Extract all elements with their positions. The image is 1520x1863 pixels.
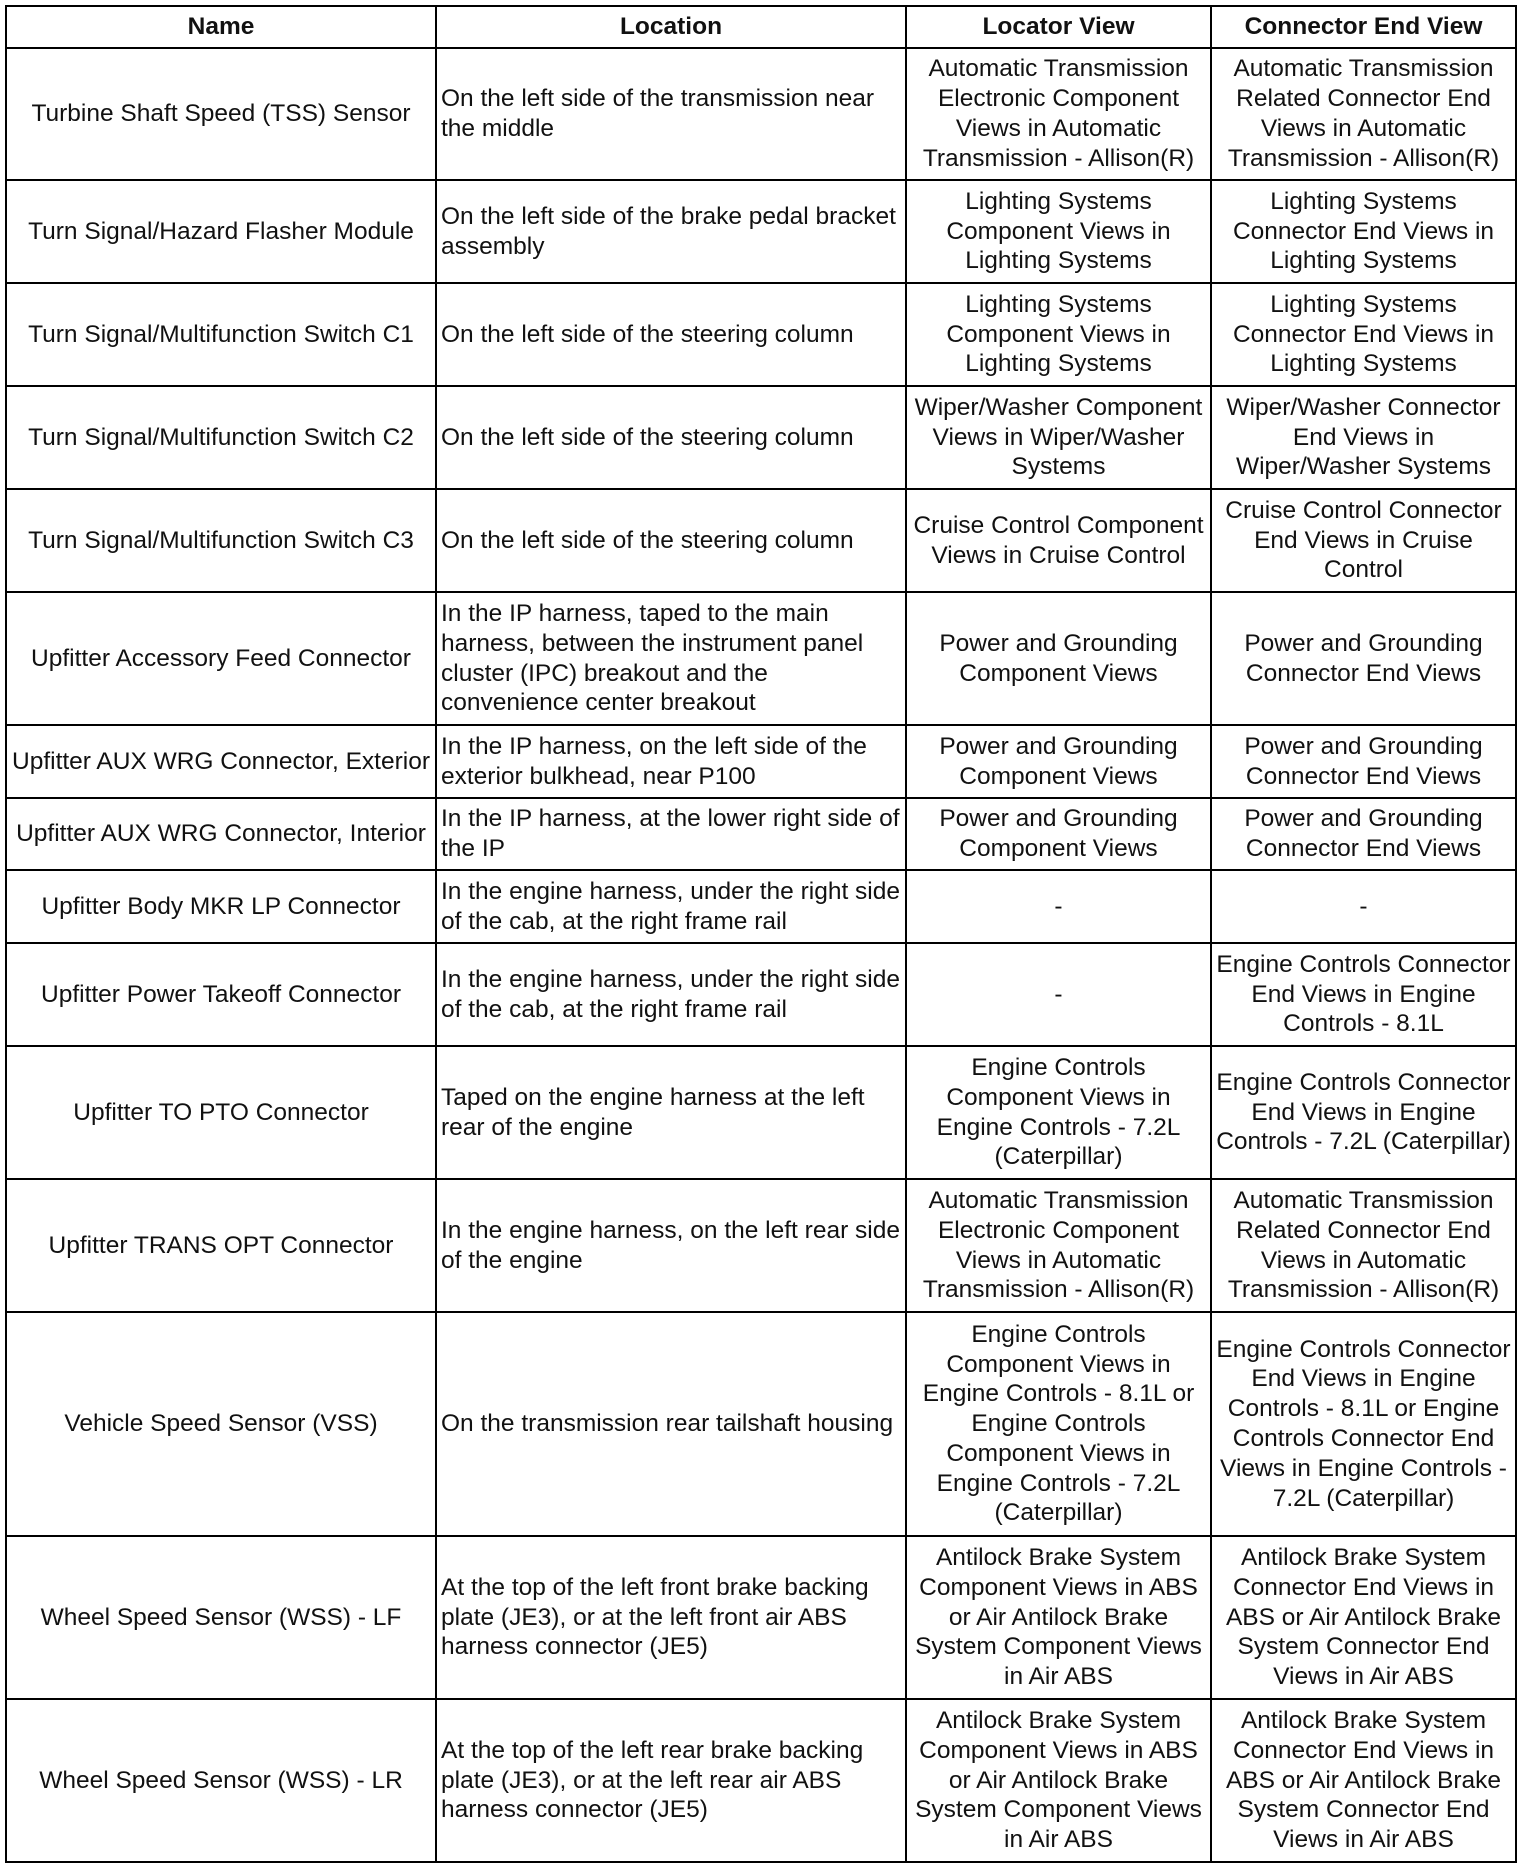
- cell-connector-end-view: Wiper/Washer Connector End Views in Wiper/Washer Systems: [1211, 386, 1516, 489]
- cell-location: On the transmission rear tailshaft housing: [436, 1312, 906, 1536]
- cell-locator-view: Lighting Systems Component Views in Lighting Systems: [906, 180, 1211, 283]
- cell-name: Wheel Speed Sensor (WSS) - LF: [6, 1536, 436, 1699]
- table-row: [6, 1536, 1516, 1699]
- cell-name: Turn Signal/Multifunction Switch C1: [6, 283, 436, 386]
- header-locator-view: Locator View: [906, 6, 1211, 48]
- cell-name: Turn Signal/Multifunction Switch C2: [6, 386, 436, 489]
- cell-location: On the left side of the transmission near the middle: [436, 48, 906, 180]
- cell-locator-view: -: [906, 943, 1211, 1046]
- cell-connector-end-view: Antilock Brake System Connector End Views in ABS or Air Antilock Brake System Connector End Views in Air ABS: [1211, 1536, 1516, 1699]
- cell-locator-view: Automatic Transmission Electronic Component Views in Automatic Transmission - Allison(R): [906, 48, 1211, 180]
- cell-location: On the left side of the steering column: [436, 489, 906, 592]
- table-row: [6, 283, 1516, 386]
- cell-locator-view: Antilock Brake System Component Views in ABS or Air Antilock Brake System Component Views in Air ABS: [906, 1536, 1211, 1699]
- cell-connector-end-view: Automatic Transmission Related Connector End Views in Automatic Transmission - Allison(R): [1211, 1179, 1516, 1312]
- cell-name: Vehicle Speed Sensor (VSS): [6, 1312, 436, 1536]
- cell-locator-view: Lighting Systems Component Views in Lighting Systems: [906, 283, 1211, 386]
- cell-location: In the engine harness, under the right side of the cab, at the right frame rail: [436, 870, 906, 943]
- cell-location: In the IP harness, on the left side of the exterior bulkhead, near P100: [436, 725, 906, 798]
- cell-locator-view: Engine Controls Component Views in Engine Controls - 8.1L or Engine Controls Component Views in Engine Controls - 7.2L (Caterpillar): [906, 1312, 1211, 1536]
- cell-connector-end-view: Lighting Systems Connector End Views in Lighting Systems: [1211, 180, 1516, 283]
- cell-name: Upfitter Power Takeoff Connector: [6, 943, 436, 1046]
- table-row: [6, 1699, 1516, 1862]
- table-row: [6, 1312, 1516, 1536]
- cell-locator-view: Power and Grounding Component Views: [906, 725, 1211, 798]
- cell-locator-view: Wiper/Washer Component Views in Wiper/Washer Systems: [906, 386, 1211, 489]
- cell-name: Upfitter AUX WRG Connector, Exterior: [6, 725, 436, 798]
- cell-connector-end-view: Lighting Systems Connector End Views in Lighting Systems: [1211, 283, 1516, 386]
- cell-name: Upfitter TRANS OPT Connector: [6, 1179, 436, 1312]
- table-row: [6, 798, 1516, 870]
- cell-location: At the top of the left rear brake backing plate (JE3), or at the left rear air ABS harness connector (JE5): [436, 1699, 906, 1862]
- header-location: Location: [436, 6, 906, 48]
- table-row: [6, 870, 1516, 943]
- table-row: [6, 180, 1516, 283]
- table-row: [6, 725, 1516, 798]
- header-connector-end-view: Connector End View: [1211, 6, 1516, 48]
- cell-name: Turn Signal/Multifunction Switch C3: [6, 489, 436, 592]
- cell-locator-view: Antilock Brake System Component Views in ABS or Air Antilock Brake System Component Views in Air ABS: [906, 1699, 1211, 1862]
- cell-connector-end-view: Power and Grounding Connector End Views: [1211, 798, 1516, 870]
- cell-name: Upfitter TO PTO Connector: [6, 1046, 436, 1179]
- cell-name: Upfitter Body MKR LP Connector: [6, 870, 436, 943]
- cell-connector-end-view: Engine Controls Connector End Views in Engine Controls - 7.2L (Caterpillar): [1211, 1046, 1516, 1179]
- table-row: [6, 943, 1516, 1046]
- cell-connector-end-view: Power and Grounding Connector End Views: [1211, 725, 1516, 798]
- cell-locator-view: Automatic Transmission Electronic Component Views in Automatic Transmission - Allison(R): [906, 1179, 1211, 1312]
- cell-locator-view: Engine Controls Component Views in Engine Controls - 7.2L (Caterpillar): [906, 1046, 1211, 1179]
- cell-locator-view: Cruise Control Component Views in Cruise Control: [906, 489, 1211, 592]
- table-row: [6, 48, 1516, 180]
- cell-name: Upfitter Accessory Feed Connector: [6, 592, 436, 725]
- cell-location: In the engine harness, under the right side of the cab, at the right frame rail: [436, 943, 906, 1046]
- cell-name: Upfitter AUX WRG Connector, Interior: [6, 798, 436, 870]
- cell-location: In the IP harness, taped to the main harness, between the instrument panel cluster (IPC) breakout and the convenience center breakout: [436, 592, 906, 725]
- cell-connector-end-view: Antilock Brake System Connector End Views in ABS or Air Antilock Brake System Connector End Views in Air ABS: [1211, 1699, 1516, 1862]
- cell-name: Turn Signal/Hazard Flasher Module: [6, 180, 436, 283]
- cell-location: On the left side of the steering column: [436, 386, 906, 489]
- header-row: [6, 6, 1516, 48]
- cell-location: In the IP harness, at the lower right side of the IP: [436, 798, 906, 870]
- cell-locator-view: -: [906, 870, 1211, 943]
- cell-locator-view: Power and Grounding Component Views: [906, 592, 1211, 725]
- table-row: [6, 386, 1516, 489]
- cell-locator-view: Power and Grounding Component Views: [906, 798, 1211, 870]
- cell-location: In the engine harness, on the left rear side of the engine: [436, 1179, 906, 1312]
- cell-name: Turbine Shaft Speed (TSS) Sensor: [6, 48, 436, 180]
- cell-connector-end-view: Automatic Transmission Related Connector End Views in Automatic Transmission - Allison(R): [1211, 48, 1516, 180]
- table-row: [6, 592, 1516, 725]
- table-row: [6, 1046, 1516, 1179]
- cell-connector-end-view: -: [1211, 870, 1516, 943]
- cell-connector-end-view: Cruise Control Connector End Views in Cruise Control: [1211, 489, 1516, 592]
- cell-location: At the top of the left front brake backing plate (JE3), or at the left front air ABS harness connector (JE5): [436, 1536, 906, 1699]
- table-row: [6, 1179, 1516, 1312]
- cell-connector-end-view: Engine Controls Connector End Views in Engine Controls - 8.1L: [1211, 943, 1516, 1046]
- cell-connector-end-view: Power and Grounding Connector End Views: [1211, 592, 1516, 725]
- cell-location: On the left side of the brake pedal bracket assembly: [436, 180, 906, 283]
- table-row: [6, 489, 1516, 592]
- cell-location: On the left side of the steering column: [436, 283, 906, 386]
- cell-location: Taped on the engine harness at the left rear of the engine: [436, 1046, 906, 1179]
- cell-name: Wheel Speed Sensor (WSS) - LR: [6, 1699, 436, 1862]
- component-locator-table: [5, 5, 1517, 1863]
- header-name: Name: [6, 6, 436, 48]
- cell-connector-end-view: Engine Controls Connector End Views in Engine Controls - 8.1L or Engine Controls Connector End Views in Engine Controls - 7.2L (Caterpillar): [1211, 1312, 1516, 1536]
